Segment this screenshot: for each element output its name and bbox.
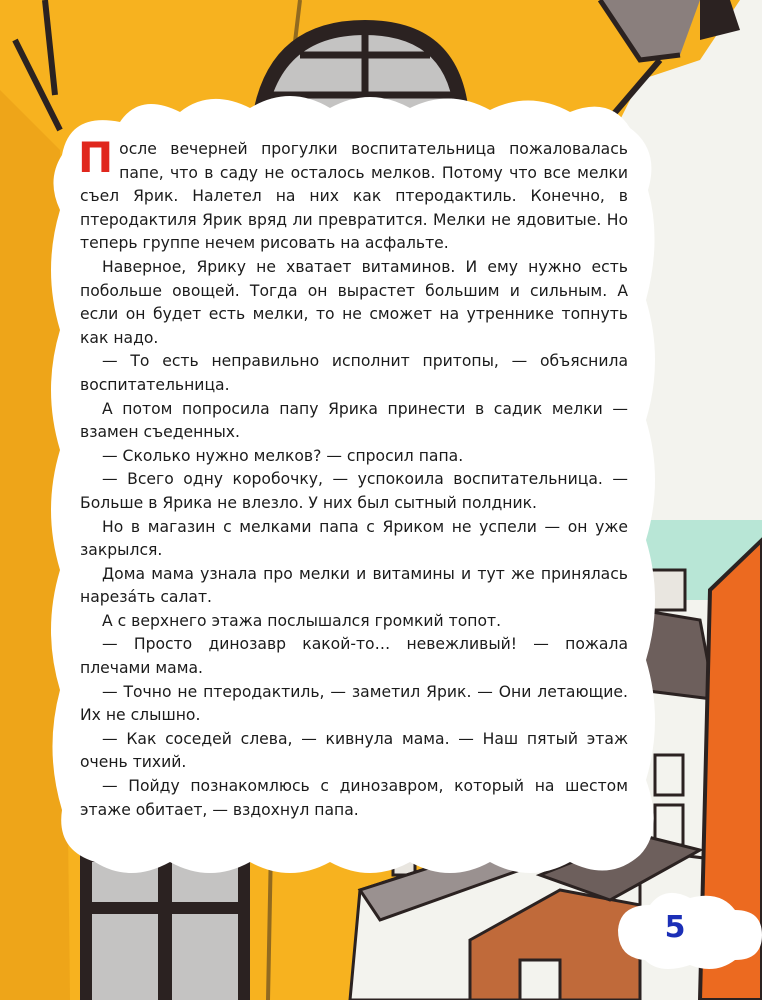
paragraph: Дома мама узнала про мелки и витамины и тут же принялась нарезáть салат.: [80, 564, 628, 607]
paragraph: Но в магазин с мелками папа с Яриком не успели — он уже закрылся.: [80, 517, 628, 560]
paragraph-text: осле вечерней прогулки воспитательница пожаловалась папе, что в саду не осталось мелков. Потому что все мелки съел Ярик. Налетел на них как птеродактиль. Конечно, в птеродактиля Ярик вряд ли превратится. Мелки не ядовитые. Но теперь группе нечем рисовать на асфальте.: [80, 140, 628, 253]
paragraph: — Сколько нужно мелков? — спросил папа.: [102, 446, 464, 465]
paragraph: — Как соседей слева, — кивнула мама. — Наш пятый этаж очень тихий.: [80, 729, 628, 772]
story-text: [78, 133, 628, 822]
paragraph: А потом попросила папу Ярика принести в садик мелки — взамен съеденных.: [80, 399, 628, 442]
paragraph: — Точно не птеродактиль, — заметил Ярик. — Они летающие. Их не слышно.: [80, 682, 628, 725]
paragraph: [78, 133, 628, 256]
page-number: 5: [664, 910, 686, 945]
paragraph: — Всего одну коробочку, — успокоила воспитательница. — Больше в Ярика не влезло. У них был сытный полдник.: [80, 470, 628, 512]
paragraph: — Просто динозавр какой-то… невежливый! — пожала плечами мама.: [80, 635, 628, 678]
paragraph: — То есть неправильно исполнит притопы, — объяснила воспитательница.: [80, 352, 628, 394]
paragraph: — Пойду познакомлюсь с динозавром, который на шестом этаже обитает, — вздохнул папа.: [80, 777, 628, 819]
lower-window: [80, 850, 250, 1000]
paragraph: Наверное, Ярику не хватает витаминов. И ему нужно есть побольше овощей. Тогда он вырастет большим и сильным. А если он будет есть мелки, то не сможет на утреннике топнуть как надо.: [80, 257, 628, 347]
paragraph: А с верхнего этажа послышался громкий топот.: [102, 611, 502, 630]
drop-cap: П: [78, 133, 114, 182]
